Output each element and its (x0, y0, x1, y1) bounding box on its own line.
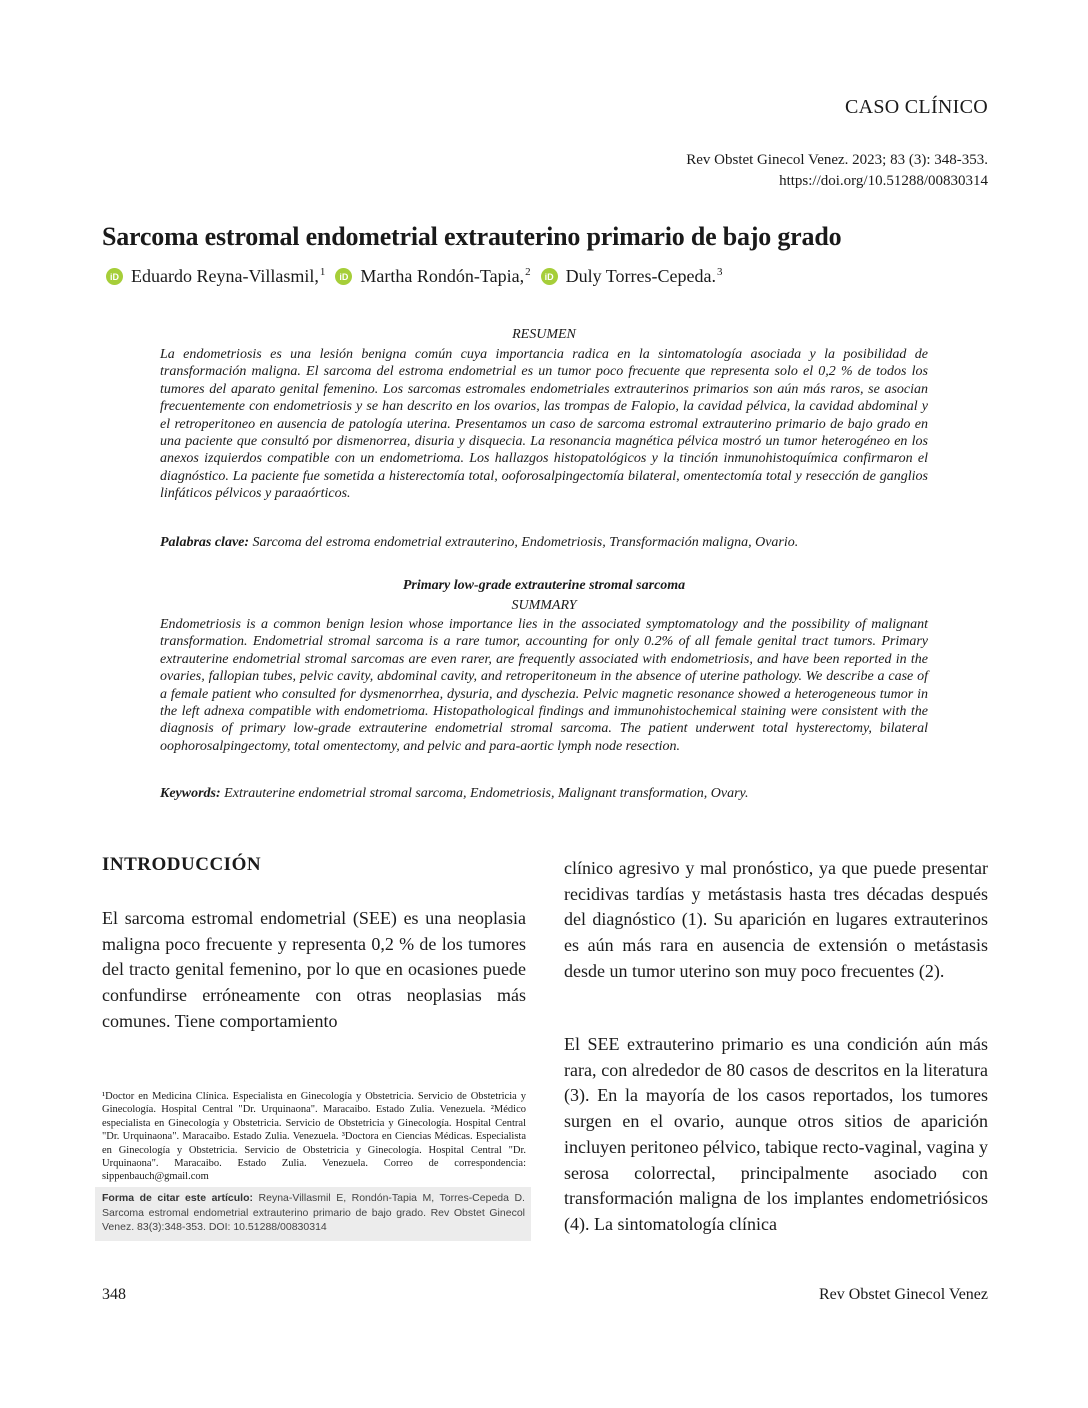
keywords-text: Extrauterine endometrial stromal sarcoma, Endometriosis, Malignant transformation, Ovary. (224, 786, 749, 801)
palabras-clave-label: Palabras clave: (160, 535, 250, 550)
orcid-icon[interactable]: iD (335, 268, 352, 285)
palabras-clave (160, 535, 928, 551)
summary-heading: SUMMARY (511, 598, 577, 613)
resumen-heading: RESUMEN (512, 327, 576, 342)
author-1: Eduardo Reyna-Villasmil,$^1$ (131, 266, 326, 286)
how-to-cite-label: Forma de citar este artículo: (102, 1192, 254, 1204)
english-title: Primary low-grade extrauterine stromal sarcoma (402, 578, 686, 593)
author-list (106, 266, 732, 287)
keywords-label: Keywords: (160, 786, 221, 801)
orcid-icon[interactable]: iD (541, 268, 558, 285)
journal-citation (686, 150, 988, 192)
section-heading-introduccion: INTRODUCCIÓN (102, 854, 262, 875)
intro-paragraph-right-1: clínico agresivo y mal pronóstico, ya que puede presentar recidivas tardías y metástasis hasta tres décadas después del diagnóstico (1). Su aparición en lugares extrauterinos es aún más rara en ausencia de extensión o metástasis desde un tumor uterino son muy poco frecuentes (2). (564, 858, 988, 981)
citation-reference: Rev Obstet Ginecol Venez. 2023; 83 (3): 348-353. (686, 152, 988, 168)
how-to-cite-text: Reyna-Villasmil E, Rondón-Tapia M, Torres-Cepeda D. Sarcoma estromal endometrial extrauterino primario de bajo grado. Rev Obstet Ginecol Venez. 83(3):348-353. DOI: 10.51288/00830314 (102, 1192, 525, 1233)
author-3: Duly Torres-Cepeda.$^3$ (565, 266, 723, 286)
summary-text: Endometriosis is a common benign lesion whose importance lies in the associated symptomatology and the possibility of malignant transformation. Endometrial stromal sarcoma is a rare tumor, accounting for only 0.2% of all female genital tract tumors. Primary extrauterine endometrial stromal sarcomas are even rarer, are frequently associated with endometriosis, and have been reported in the ovaries, fallopian tubes, pelvic cavity, abdominal cavity, and retroperitoneum in the absence of uterine pathology. We describe a case of a female patient who consulted for dysmenorrhea, dysuria, and dyschezia. Pelvic magnetic resonance showed a heterogeneous tumor in the left adnexa compatible with endometrioma. Histopathological findings and immunohistochemical staining were consistent with the diagnosis of primary low-grade extrauterine endometrial stromal sarcoma. The patient underwent total hysterectomy, bilateral oophorosalpingectomy, total omentectomy, and pelvic and para-aortic lymph node resection. (160, 617, 928, 754)
palabras-clave-text: Sarcoma del estroma endometrial extrauterino, Endometriosis, Transformación maligna, Ovario. (252, 535, 799, 550)
intro-paragraph-left: El sarcoma estromal endometrial (SEE) es una neoplasia maligna poco frecuente y representa 0,2 % de los tumores del tracto genital femenino, por lo que en ocasiones puede confundirse erróneamente con otras neoplasias más comunes. Tiene comportamiento (102, 908, 526, 1031)
section-label: CASO CLÍNICO (844, 96, 988, 118)
author-2: Martha Rondón-Tapia,$^2$ (360, 266, 531, 286)
article-title: Sarcoma estromal endometrial extrauterino primario de bajo grado (102, 222, 842, 251)
intro-paragraph-right-2: El SEE extrauterino primario es una condición aún más rara, con alrededor de 80 casos de descritos en la literatura (3). En la mayoría de los casos reportados, los tumores surgen en el ovario, aunque otros sitios de aparición incluyen peritoneo pélvico, tabique recto-vaginal, vagina y serosa colorrectal, principalmente asociado con transformación maligna de los implantes endometriósicos (4). La sintomatología clínica (564, 1034, 988, 1234)
how-to-cite-box (95, 1187, 531, 1241)
resumen-text: La endometriosis es una lesión benigna común cuya importancia radica en la sintomatología asociada y la posibilidad de transformación maligna. El sarcoma del estroma endometrial es un tumor poco frecuente que representa solo el 0,2 % de todos los tumores del aparato genital femenino. Los sarcomas estromales endometriales extrauterinos primarios son aún más raros, se asocian frecuentemente con endometriosis y se han descrito en los ovarios, las trompas de Falopio, la cavidad pélvica, la cavidad abdominal y el retroperitoneo en ausencia de patología uterina. Presentamos un caso de sarcoma estromal extrauterino primario de bajo grado en una paciente que consultó por dismenorrea, disuria y disquecia. La resonancia magnética pélvica mostró un tumor heterogéneo en los anexos izquierdos compatible con un endometrioma. Los hallazgos histopatológicos y la tinción inmunohistoquímica confirmaron el diagnóstico. La paciente fue sometida a histerectomía total, ooforosalpingectomía bilateral, omentectomía total y resección de ganglios linfáticos pélvicos y paraaórticos. (160, 347, 928, 502)
page-number: 348 (102, 1286, 126, 1303)
orcid-icon[interactable]: iD (106, 268, 123, 285)
keywords (160, 786, 928, 802)
doi-link[interactable]: https://doi.org/10.51288/00830314 (779, 173, 988, 189)
footer-journal: Rev Obstet Ginecol Venez (819, 1286, 988, 1303)
author-affiliations: ¹Doctor en Medicina Clínica. Especialista en Ginecología y Obstetricia. Servicio de Obstetricia y Ginecología. Hospital Central "Dr. Urquinaona". Maracaibo. Estado Zulia. Venezuela. ²Médico especialista en Ginecología y Obstetricia. Servicio de Obstetricia y Ginecología. Hospital Central "Dr. Urquinaona". Maracaibo. Estado Zulia. Venezuela. ³Doctora en Ciencias Médicas. Especialista en Ginecología y Obstetricia. Servicio de Obstetricia y Ginecología. Hospital Central "Dr. Urquinaona". Maracaibo. Estado Zulia. Venezuela. Correo de correspondencia: sippenbauch@gmail.com (102, 1091, 526, 1183)
